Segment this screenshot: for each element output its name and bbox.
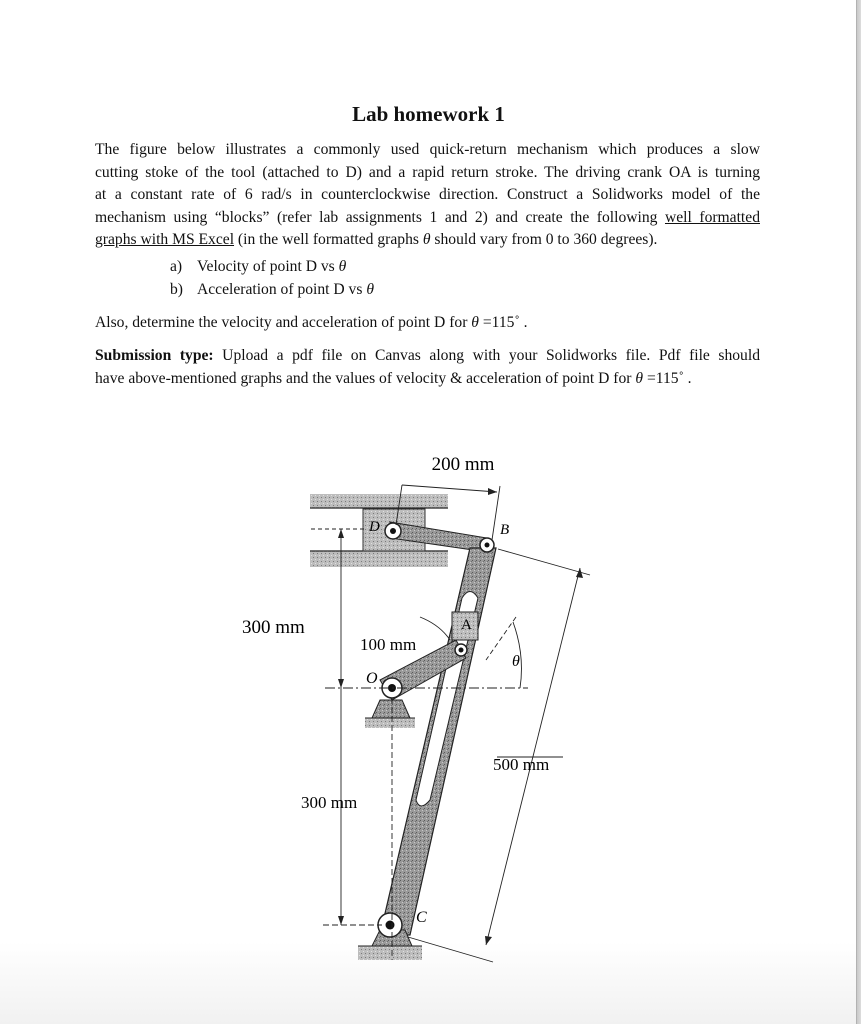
page-edge: [856, 0, 861, 1024]
dimension-label-200: 200 mm: [431, 454, 495, 475]
point-label-b: B: [500, 522, 510, 538]
dimension-label-500: 500 mm: [493, 755, 550, 774]
list-item-text: Acceleration of point D vs: [197, 281, 367, 298]
intro-line-1: The figure below illustrates a commonly used quick-return mechanism which produces a slow: [95, 141, 760, 158]
pin-a: [455, 644, 467, 656]
underlined-phrase-1: well formatted: [664, 208, 760, 226]
intro-line-2: cutting stoke of the tool (attached to D) and a rapid return stroke. The driving crank OA is turning: [95, 163, 760, 181]
intro-tail-a: (in the well formatted graphs: [234, 231, 423, 248]
submission-value: =115˚ .: [643, 369, 692, 387]
page-title: Lab homework 1: [352, 102, 505, 126]
intro-tail-b: should vary from 0 to 360 degrees).: [434, 231, 658, 248]
theta-symbol: θ: [471, 314, 479, 331]
dimension-label-300-upper: 300 mm: [242, 617, 305, 638]
submission-text-1: Upload a pdf file on Canvas along with your Solidworks file. Pdf file should: [213, 347, 760, 364]
list-item-label: b): [170, 281, 183, 298]
dimension-label-100: 100 mm: [360, 635, 417, 654]
list-item-label: a): [170, 258, 183, 275]
theta-symbol: θ: [422, 231, 431, 248]
also-text: Also, determine the velocity and acceleration of point D for: [95, 314, 472, 331]
submission-label: Submission type:: [95, 347, 214, 364]
angle-label-theta: θ: [512, 653, 520, 670]
also-value: =115˚ .: [478, 314, 528, 331]
intro-line-3: at a constant rate of 6 rad/s in counterclockwise direction. Construct a Solidworks model of the: [95, 186, 760, 203]
point-label-c: C: [416, 909, 427, 926]
theta-symbol: θ: [635, 369, 644, 387]
slotted-arm: [380, 548, 496, 935]
point-label-d: D: [369, 519, 380, 535]
submission-text-2: have above-mentioned graphs and the values of velocity & acceleration of point D for: [95, 369, 636, 387]
point-label-a: A: [461, 617, 472, 633]
pin-b: [480, 538, 494, 552]
theta-symbol: θ: [338, 258, 347, 275]
list-item-text: Velocity of point D vs: [197, 258, 339, 275]
underlined-phrase-2: graphs with MS Excel: [95, 231, 235, 248]
intro-line-4-text: mechanism using “blocks” (refer lab assignments 1 and 2) and create the following: [95, 208, 658, 226]
theta-symbol: θ: [366, 281, 374, 298]
pin-d: [385, 523, 401, 539]
point-label-o: O: [366, 670, 378, 687]
dimension-label-300-lower: 300 mm: [301, 793, 358, 812]
ground-support-o: [365, 700, 415, 728]
